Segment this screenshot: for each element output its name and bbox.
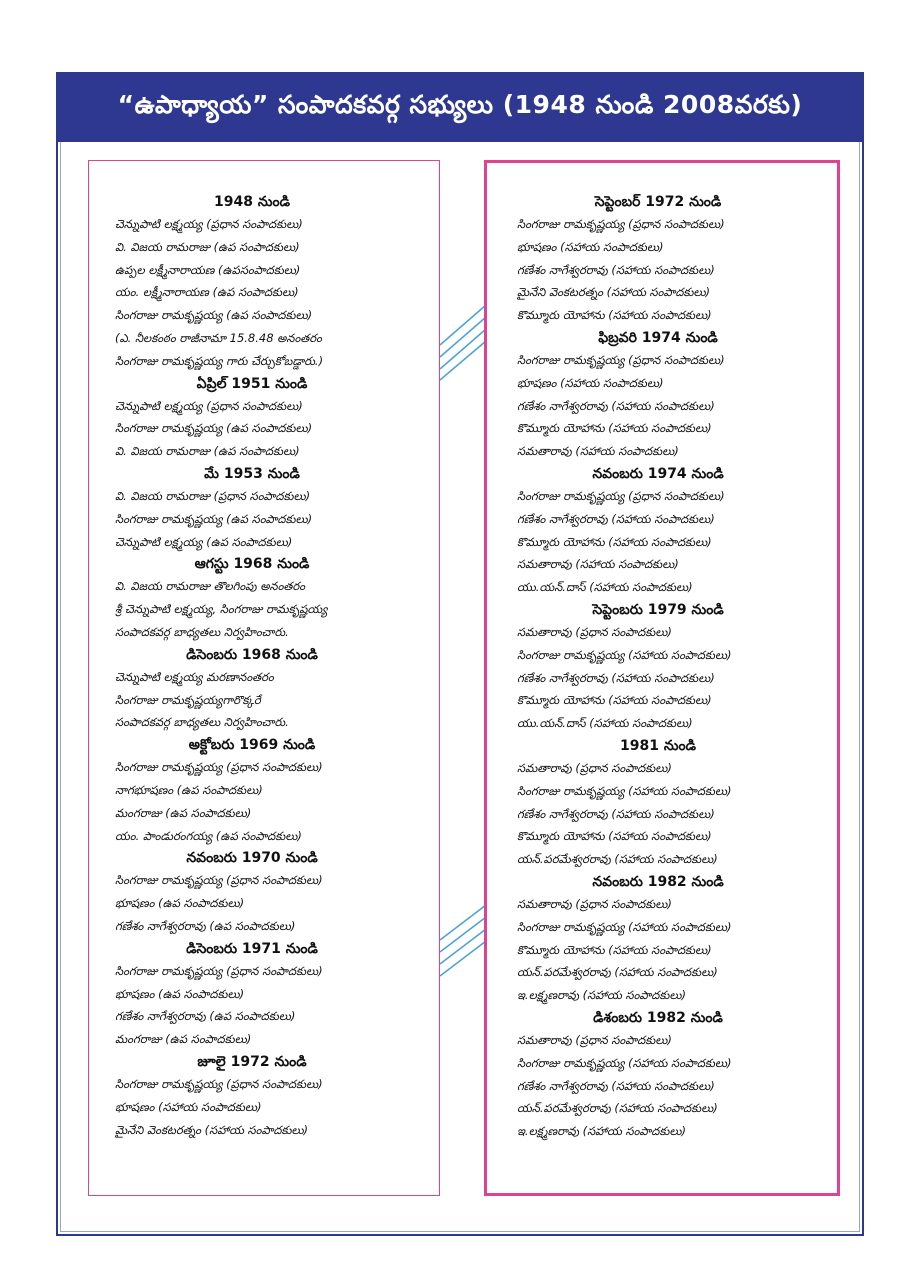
editor-entry: భూషణం (సహాయ సంపాదకులు) bbox=[517, 239, 664, 254]
period-heading: ఏప్రిల్ 1951 నుండి bbox=[196, 375, 308, 392]
left-column-body bbox=[89, 161, 439, 1141]
editor-entry: సమతారావు (సహాయ సంపాదకులు) bbox=[517, 444, 679, 459]
editor-entry: యన్.పరమేశ్వరరావు (సహాయ సంపాదకులు) bbox=[517, 1101, 718, 1116]
editor-entry: గణేశం నాగేశ్వరరావు (ఉప సంపాదకులు) bbox=[115, 1009, 296, 1024]
editor-entry: సంపాదకవర్గ బాధ్యతలు నిర్వహించారు. bbox=[115, 715, 289, 730]
editor-entry: మైనేని వెంకటరత్నం (సహాయ సంపాదకులు) bbox=[115, 1122, 309, 1137]
editor-entry: సంపాదకవర్గ బాధ్యతలు నిర్వహించారు. bbox=[115, 624, 289, 639]
editor-entry: సింగరాజు రామకృష్ణయ్య గారు చేర్చుకోబడ్డారు.) bbox=[115, 353, 324, 368]
editor-entry: ఇ.లక్ష్మణరావు (సహాయ సంపాదకులు) bbox=[517, 988, 686, 1003]
period-heading: జూలై 1972 నుండి bbox=[197, 1053, 307, 1070]
editor-entry: సింగరాజు రామకృష్ణయ్య (ప్రధాన సంపాదకులు) bbox=[517, 352, 725, 367]
editor-entry: చెన్నుపాటి లక్ష్మయ్య మరణానంతరం bbox=[115, 669, 274, 684]
editor-entry: వి. విజయ రామరాజు (ఉప సంపాదకులు) bbox=[115, 444, 300, 459]
editor-entry: సమతారావు (సహాయ సంపాదకులు) bbox=[517, 557, 679, 572]
editor-entry: సింగరాజు రామకృష్ణయ్య (ప్రధాన సంపాదకులు) bbox=[115, 1076, 323, 1091]
editor-entry: వి. విజయ రామరాజు (ప్రధాన సంపాదకులు) bbox=[115, 488, 311, 503]
page-title: “ఉపాధ్యాయ” సంపాదకవర్గ సభ్యులు (1948 నుండి 2008వరకు) bbox=[117, 90, 803, 119]
period-heading: నవంబరు 1974 నుండి bbox=[592, 465, 724, 482]
editor-entry: సింగరాజు రామకృష్ణయ్య (సహాయ సంపాదకులు) bbox=[517, 783, 732, 798]
editor-entry: యం. లక్ష్మీనారాయణ (ఉప సంపాదకులు) bbox=[115, 285, 299, 300]
period-heading: సెప్టెంబరు 1979 నుండి bbox=[592, 601, 724, 618]
editor-entry: సింగరాజు రామకృష్ణయ్య (ప్రధాన సంపాదకులు) bbox=[115, 873, 323, 888]
editor-entry: సింగరాజు రామకృష్ణయ్య (సహాయ సంపాదకులు) bbox=[517, 1055, 732, 1070]
right-column bbox=[484, 160, 840, 1196]
editor-entry: సమతారావు (ప్రధాన సంపాదకులు) bbox=[517, 760, 672, 775]
editor-entry: సింగరాజు రామకృష్ణయ్య (ప్రధాన సంపాదకులు) bbox=[517, 217, 725, 231]
editor-entry: యు.యన్.దాస్ (సహాయ సంపాదకులు) bbox=[517, 716, 693, 731]
editor-entry: (ఎ. నీలకంఠం రాజీనామా 15.8.48 అనంతరం bbox=[115, 330, 322, 345]
period-heading: మే 1953 నుండి bbox=[204, 465, 300, 482]
editor-entry: వి. విజయ రామరాజు (ఉప సంపాదకులు) bbox=[115, 239, 300, 254]
editor-entry: శ్రీ చెన్నుపాటి లక్ష్మయ్య, సింగరాజు రామకృష్ణయ్య bbox=[115, 602, 328, 617]
page-title-banner bbox=[58, 74, 862, 142]
period-heading: 1948 నుండి bbox=[214, 194, 290, 210]
editor-entry: యన్.పరమేశ్వరరావు (సహాయ సంపాదకులు) bbox=[517, 852, 718, 867]
editor-entry: కొమ్మూరు యోహాను (సహాయ సంపాదకులు) bbox=[517, 829, 712, 844]
editor-entry: యం. పాండురంగయ్య (ఉప సంపాదకులు) bbox=[115, 828, 302, 843]
editor-entry: గణేశం నాగేశ్వరరావు (సహాయ సంపాదకులు) bbox=[517, 670, 715, 685]
editor-entry: గణేశం నాగేశ్వరరావు (సహాయ సంపాదకులు) bbox=[517, 398, 715, 413]
editor-entry: మంగరాజు (ఉప సంపాదకులు) bbox=[115, 805, 252, 820]
right-column-body bbox=[487, 163, 837, 1143]
editor-entry: వి. విజయ రామరాజు తొలగింపు అనంతరం bbox=[115, 579, 306, 594]
editor-entry: యు.యన్.దాస్ (సహాయ సంపాదకులు) bbox=[517, 580, 693, 595]
editor-entry: ఉప్పల లక్ష్మీనారాయణ (ఉపసంపాదకులు) bbox=[115, 262, 301, 277]
editor-entry: సమతారావు (ప్రధాన సంపాదకులు) bbox=[517, 624, 672, 639]
period-heading: డిసెంబరు 1971 నుండి bbox=[186, 940, 318, 957]
period-heading: నవంబరు 1982 నుండి bbox=[592, 873, 724, 890]
editor-entry: గణేశం నాగేశ్వరరావు (ఉప సంపాదకులు) bbox=[115, 918, 296, 933]
editor-entry: సింగరాజు రామకృష్ణయ్య (ఉప సంపాదకులు) bbox=[115, 308, 313, 323]
editor-entry: చెన్నుపాటి లక్ష్మయ్య (ప్రధాన సంపాదకులు) bbox=[115, 217, 303, 231]
period-heading: ఆగస్టు 1968 నుండి bbox=[194, 556, 310, 573]
editor-entry: భూషణం (సహాయ సంపాదకులు) bbox=[115, 1099, 262, 1114]
editor-entry: గణేశం నాగేశ్వరరావు (సహాయ సంపాదకులు) bbox=[517, 262, 715, 277]
editor-entry: చెన్నుపాటి లక్ష్మయ్య (ప్రధాన సంపాదకులు) bbox=[115, 398, 303, 413]
editor-entry: భూషణం (ఉప సంపాదకులు) bbox=[115, 986, 245, 1001]
editor-entry: గణేశం నాగేశ్వరరావు (సహాయ సంపాదకులు) bbox=[517, 511, 715, 526]
editor-entry: సింగరాజు రామకృష్ణయ్య (సహాయ సంపాదకులు) bbox=[517, 919, 732, 934]
left-column bbox=[88, 160, 440, 1196]
editor-entry: సింగరాజు రామకృష్ణయ్య (ప్రధాన సంపాదకులు) bbox=[115, 963, 323, 978]
period-heading: డిశంబరు 1982 నుండి bbox=[593, 1009, 723, 1026]
editor-entry: మైనేని వెంకటరత్నం (సహాయ సంపాదకులు) bbox=[517, 285, 711, 300]
period-heading: 1981 నుండి bbox=[620, 737, 696, 754]
period-heading: సెప్టెంబర్ 1972 నుండి bbox=[594, 194, 722, 210]
editor-entry: నాగభూషణం (ఉప సంపాదకులు) bbox=[115, 782, 263, 797]
editor-entry: సింగరాజు రామకృష్ణయ్య (ప్రధాన సంపాదకులు) bbox=[115, 760, 323, 775]
editor-entry: కొమ్మూరు యోహాను (సహాయ సంపాదకులు) bbox=[517, 308, 712, 323]
editor-entry: సమతారావు (ప్రధాన సంపాదకులు) bbox=[517, 1032, 672, 1047]
editor-entry: సింగరాజు రామకృష్ణయ్య (ఉప సంపాదకులు) bbox=[115, 511, 313, 526]
editor-entry: సింగరాజు రామకృష్ణయ్య (ప్రధాన సంపాదకులు) bbox=[517, 488, 725, 503]
editor-entry: సమతారావు (ప్రధాన సంపాదకులు) bbox=[517, 896, 672, 911]
editor-entry: గణేశం నాగేశ్వరరావు (సహాయ సంపాదకులు) bbox=[517, 806, 715, 821]
editor-entry: ఇ.లక్ష్మణరావు (సహాయ సంపాదకులు) bbox=[517, 1124, 686, 1139]
editor-entry: యన్.పరమేశ్వరరావు (సహాయ సంపాదకులు) bbox=[517, 965, 718, 980]
editor-entry: మంగరాజు (ఉప సంపాదకులు) bbox=[115, 1032, 252, 1047]
editor-entry: భూషణం (ఉప సంపాదకులు) bbox=[115, 896, 245, 911]
editor-entry: సింగరాజు రామకృష్ణయ్య (సహాయ సంపాదకులు) bbox=[517, 647, 732, 662]
editor-entry: కొమ్మూరు యోహాను (సహాయ సంపాదకులు) bbox=[517, 421, 712, 436]
editor-entry: కొమ్మూరు యోహాను (సహాయ సంపాదకులు) bbox=[517, 693, 712, 708]
editor-entry: గణేశం నాగేశ్వరరావు (సహాయ సంపాదకులు) bbox=[517, 1078, 715, 1093]
editor-entry: సింగరాజు రామకృష్ణయ్యగారొక్కరే bbox=[115, 692, 261, 707]
period-heading: అక్టోబరు 1969 నుండి bbox=[188, 737, 316, 754]
editor-entry: కొమ్మూరు యోహాను (సహాయ సంపాదకులు) bbox=[517, 534, 712, 549]
editor-entry: చెన్నుపాటి లక్ష్మయ్య (ఉప సంపాదకులు) bbox=[115, 534, 293, 549]
editor-entry: సింగరాజు రామకృష్ణయ్య (ఉప సంపాదకులు) bbox=[115, 421, 313, 436]
period-heading: ఫిబ్రవరి 1974 నుండి bbox=[598, 329, 718, 346]
period-heading: డిసెంబరు 1968 నుండి bbox=[186, 646, 318, 663]
editor-entry: కొమ్మూరు యోహాను (సహాయ సంపాదకులు) bbox=[517, 942, 712, 957]
editor-entry: భూషణం (సహాయ సంపాదకులు) bbox=[517, 375, 664, 390]
period-heading: నవంబరు 1970 నుండి bbox=[186, 850, 318, 867]
